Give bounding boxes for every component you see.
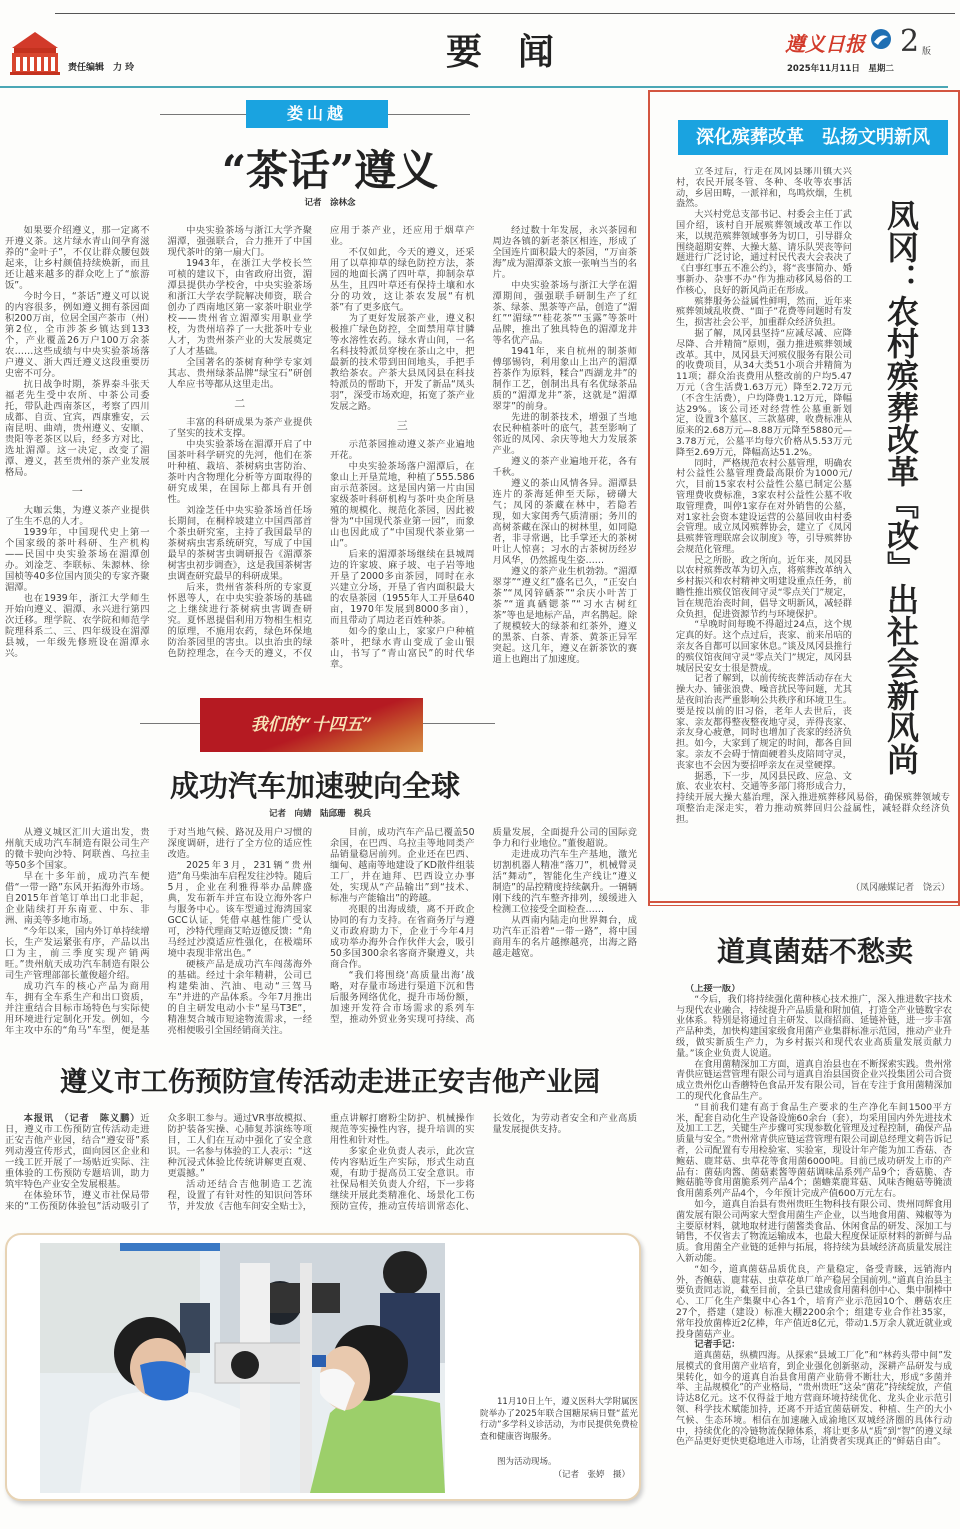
paragraph: 大咖云集，为遵义茶产业提供了生生不息的人才。: [5, 505, 150, 527]
paragraph: “今年以来，国内外订单持续增长，生产发运紧张有序，产品以出口为主，前三季度实现产销两旺。”贵州航天成功汽车制造有限公司生产管理部部长董俊超介绍。: [5, 926, 150, 981]
paragraph: 遵义的茶产业生机勃勃。“湄潭翠芽”“遵义红”盛名已久，“正安白茶”“凤冈锌硒茶”“余庆小叶苦丁茶”“道真硒锶茶”“习水古树红茶”等也是地标产品，声名鹊起。除了规模较大的绿茶和红茶外，遵义的黑茶、白茶、青茶、黄茶正异军突起。这几年，遵义在新茶饮的赛道上也跑出了加速度。: [492, 566, 637, 665]
column-tag: 娄山越: [246, 100, 388, 128]
top-rule: [55, 13, 955, 14]
paragraph: 示范茶园推动遵义茶产业遍地开花。: [330, 439, 475, 461]
building-logo-icon: [10, 28, 60, 76]
paragraph: 一: [71, 485, 83, 498]
page-number: 2: [900, 24, 920, 59]
safety-lead: 本报讯 （记者 陈义鹏）: [23, 1113, 141, 1124]
reporter-note: 道真菌菇，纵横四海。从探索“县域工厂化”和“林药头带中间”发展模式的食用菌产业培育，到企业强化创新驱动，深耕产品研发与成果转化，如今的道真自治县食用菌产业筋骨不断壮大，形成“多菌并举、主品规模化”的产业格局，“贵州贵旺”这朵“菌花”持续绽放，产值诗达8亿元。这不仅得益于地方营商环境持续优化、龙头企业示范引领、科学技术赋能加持，还离不开适宜菌菇研发、种植、生产的大小气候、生态环境。相信在加速融入成渝地区双城经济圈的具体行动中，持续优化的冷链物流保障体系，将让更多从“质”到“智”的遵义绿色产品更好更快更稳地进入市场，让消费者实现真正的“鲜菇自由”。: [676, 1351, 952, 1448]
paragraph: 也在1939年，浙江大学师生开始向遵义、湄潭、永兴进行第四次迁移。理学院、农学院和师范学院理科系二、三、四年级设在湄潭县城，一年级先修班设在湄潭永兴。: [5, 593, 150, 659]
paragraph: “目前我们建有高于食品生产要求的生产净化车间1500平方米，配套自动化生产设备设施60余台（套），均采用国内外先进技术及加工工艺，关键生产步骤可实现参数化管理及过程控制，确保产品质量与安全。”贵州常青供应链运营管理有限公司副总经理文莉告诉记者，公司配置有专用检验室、实验室，现设计年产能为加工香菇、杏鲍菇、鹿茸菇、虫草花等食用菌6000吨。目前已成功研发上市的产品有：菌菇肉酱、菌菇素酱等菌菇调味品系列产品9个；香菇脆、杏鲍菇脆等食用菌脆系列产品4个；菌蟾菜鹿茸菇、风味杏鲍菇等腌渍食用菌系列产品4个，今年预计完成产值600万元左右。: [676, 1101, 952, 1200]
mushroom-article-body: [676, 984, 952, 1524]
vertical-title-wrap: [852, 167, 950, 787]
paragraph: 为了更好发展茶产业，遵义积极推广绿色防控，全面禁用草甘膦等水溶性农药。绿水青山间，一名名科技特派员穿梭在茶山之中，把最新的技术带到田间地头，手把手教给茶农。产茶大县凤冈县在科技特派员的帮助下，开发了新品“凤头羽”，深受市场欢迎，拓宽了茶产业发展之路。: [330, 313, 475, 412]
paragraph: 早在十多年前，成功汽车便借“一带一路”东风开拓海外市场。自2015年首笔订单出口北非起，企业陆续打开东南亚、中东、非洲、南美等多地市场。: [5, 871, 150, 926]
paragraph: 今时今日，“茶话”遵义可以说的内容很多，例如遵义拥有茶园面积200万亩，位居全国产茶市（州）第2位，全市涉茶乡镇达到133个，产业覆盖26万户100万余茶农……这些成绩与中央实验茶场落户遵义、浙大西迁遵义这段重要历史密不可分。: [5, 291, 150, 379]
feature-byline: （凤冈融媒记者 饶云）: [850, 883, 950, 893]
paragraph: 民之所盼，政之所向。近年来，凤冈县以农村殡葬改革为切入点，将殡葬改革纳入乡村振兴和农村精神文明建设重点任务，前瞻性推出殡仪馆夜间守灵“零点关门”规定，旨在规范治丧时间，倡导文明新风，减轻群众负担，促进资源节约与环境保护。: [676, 554, 852, 620]
header-rule: [0, 86, 948, 88]
paragraph: 经过数十年发展，永兴茶园和周边各镇的新老茶区相连，形成了全国连片面积最大的茶园，“万亩茶海”成为湄潭茶文旅一张响当当的名片。: [492, 225, 637, 280]
series-banner-text: 我们的“十四五”: [250, 715, 373, 735]
feature-box-bottom-rule: [648, 901, 960, 906]
paragraph: “今后，我们将持续强化菌种核心技术推广，深入推进数字技术与现代农业融合，持续提升产品质量和附加值，打造全产业链数字农业体系。特别是将通过自主研发、以商招商、延链补链，进一步丰富产品种类，加快构建国家级食用菌产业集群标准示范园，推动产业升级，做实新质生产力，为乡村振兴和现代农业高质量发展贡献力量。”该企业负责人说道。: [676, 993, 952, 1059]
paper-logo: 遵义日报: [785, 32, 865, 56]
car-article-body: [5, 827, 637, 1037]
funeral-article-body: [676, 167, 950, 879]
paragraph: 不仅如此，今天的遵义，还采用了以草抑草的绿色防控方法，茶园的地面长满了四叶草，抑制杂草丛生，且四叶草还有保持土壤和水分的功效，这让茶农发展“有机茶”有了更多底气。: [330, 247, 475, 313]
paragraph: 如今，道真自治县有贵州贵旺生物科技有限公司、贵州同辉食用菌发展有限公司两家大型食用菌生产企业，以当地食用菌、辣椒等为主要原材料，就地取材进行菌酱类食品、休闲食品的研发、深加工与销售，不仅省去了物流运输成本，也最大程度保证原材料的新鲜与品质。食用菌全产业链的延伸与拓展，将持续为县域经济高质量发展注入新动能。: [676, 1198, 952, 1264]
mushroom-headline: 道真菌菇不愁卖: [716, 935, 913, 968]
paragraph: 1939年，中国现代史上第一个国家级的茶叶科研、生产机构——民国中央实验茶场在湄潭创办。刘淦芝、李联标、朱源林、徐国桢等40多位国内顶尖的专家齐聚湄潭。: [5, 527, 150, 593]
paragraph: 遵义的茶山风情各异。湄潭县连片的茶海延伸至天际，磅礴大气；凤冈的茶藏在林中，若隐若现，如大家闺秀气质清丽；务川的高树茶藏在深山的树林里，如同隐者，非寻常遇，比手掌还大的茶树叶让人惊喜；习水的古茶树历经岁月风华，仍然摇曳生姿……: [492, 478, 637, 566]
paragraph: 刘淦芝任中央实验茶场首任场长期间，在桐梓坡建立中国西部首个茶虫研究室，主持了我国最早的茶树病虫害系统研究，写成了中国最早的茶树害虫调研报告《湄潭茶树害虫初步调查》，这是我国茶树害虫调查研究最早的科研成果。: [167, 505, 312, 582]
continued-note: （上接一版）: [685, 984, 741, 994]
paragraph: 目前，成功汽车产品已覆盖50余国，在巴西、乌拉圭等地同类产品销量稳居前列。企业还在巴西、缅甸、越南等地建设了KD散件组装工厂，并在迪拜、巴西设立办事处，实现从“产品输出”到“技术、标准与产能输出”的跨越。: [330, 827, 475, 904]
paragraph: 1941年，来自杭州的制茶师傅邬锡钧，利用象山上出产的湄潭苔茶作为原料，糅合“西湖龙井”的制作工艺，创制出具有名优绿茶品质的“湄潭龙井”茶，这就是“湄潭翠芽”的前身。: [492, 346, 637, 412]
section-title: 要 闻: [445, 31, 554, 73]
paragraph: 中央实验茶场与浙江大学在湄潭期间，强强联手研制生产了红茶、绿茶、黑茶等产品，创造了“湄红”“湄绿”“桂花茶”“玉露”等茶叶品牌，推出了独具特色的湄潭龙井等名优产品。: [492, 280, 637, 346]
feature-banner: 深化殡葬改革 弘扬文明新风: [678, 120, 948, 155]
paragraph: 亮眼的出海成绩，离不开政企协同的有力支持。在省商务厅与遵义市政府助力下，企业于今年4月成功举办海外合作伙伴大会，吸引50多国300余名客商齐聚遵义，共商合作。: [330, 904, 475, 970]
paragraph: 从遵义城区汇川大道出发，贵州航天成功汽车制造有限公司生产的微卡驶向沙特、阿联酋、乌拉圭等50多个国家。: [5, 827, 150, 871]
paragraph: 殡葬服务公益属性鲜明，然而，近年来殡葬领域乱收费、“面子”花费等问题时有发生，损害社会公平，加重群众经济负担。: [676, 295, 852, 329]
tea-headline: “茶话”遵义: [221, 146, 439, 195]
paragraph: 同时，严格规范农村公墓管理，明确农村公益性公墓管理费最高限价为1000元/穴，目前15家农村公益性公墓已制定公墓管理费收费标准，3家农村公益性公墓不收取管理费，叫停1家存在对外销售的公墓，对1家社会资本建设运营的公墓回收由村委会管理。成立凤冈殡葬协会，建立了《凤冈县殡葬管理联席会议制度》等，引导殡葬协会规范化管理。: [676, 457, 852, 555]
paragraph: 立冬过后，行走在凤冈县琊川镇大兴村，农民开展冬管、冬种、冬收等农事活动，乡居田畴，一派祥和，鸟鸣炊烟，生机盎然。: [676, 167, 852, 210]
photo-caption-note: 图为活动现场。: [497, 1457, 557, 1467]
paragraph: 成功汽车的核心产品为商用车，拥有全车系生产和出口资质，并注重结合目标市场特色与实际使用环境进行定制化开发。例如，今年主攻中东的“角马”车型，便是基于对当地气候、路况及用户习惯的深度调研，进行了全方位的适应性改造。: [5, 827, 312, 1036]
paragraph: 后来，贵州省茶科所的专家夏怀恩等人，在中央实验茶场的基础之上继续进行茶树病虫害调查研究。夏怀恩提倡利用万物相生相克的原理，不施用农药，绿色环保地防治茶园里的害虫。以虫治虫的绿色防控理念，在今天的遵义，不仅应用于茶产业，还应用于烟草产业。: [167, 225, 475, 659]
page-suffix: 版: [922, 47, 932, 57]
paragraph: “如今，道真菌菇品质优良，产量稳定，备受青睐，远销海内外，杏鲍菇、鹿茸菇、虫草花单厂单产稳居全国前列。”道真自治县主要负责同志说，截至目前，全县已建成食用菌科创中心、集中制棒中心、工厂化生产集聚中心各1个，培育产业示范园10个、蘑菇农庄27个，搭建（建设）标准大棚2200余个；组建专业合作社35家，常年投放菌棒近2亿棒，年产值近8亿元，带动1.5万余人就近就业或投身菌菇产业。: [676, 1263, 952, 1340]
paragraph: 在食用菌精深加工方面，道真自治县也在不断探索实践。贵州常青供应链运营管理有限公司与道真自治县国资企业兴投集团公司合资成立贵州仡山香蘑特色食品开发有限公司，旨在专注于食用菌精深加工的现代化食品生产。: [676, 1058, 952, 1102]
paragraph: 据了解，凤冈县坚持“应减尽减、应降尽降、合并精简”原则，强力推进殡葬领域改革。其中，凤冈县天河殡仪服务有限公司的收费项目，从34大类51小项合并精简为11项；群众治丧费用从整改前的户均5.47万元（含生活费1.63万元）降至2.72万元（不含生活费），户均降费1.12万元，降幅达29%。该公司还对经营性公墓重新划定，设置3个墓区、三款墓碑，收费标准从原来的2.68万元—8.88万元降至5880元—3.78万元，公墓平均每穴价格从5.53万元降至2.69万元，降幅高达51.2%。: [676, 327, 852, 458]
paragraph: 全国著名的茶树育种学专家刘其志、贵州绿茶品牌“绿宝石”研创人牟应书等都从这里走出。: [167, 357, 312, 390]
tea-byline: 记者 涂林念: [304, 198, 356, 208]
paragraph: 三: [396, 419, 408, 432]
paragraph: 后来的湄潭茶场继续在县城周边的许家坡、麻子坡、屯子岩等地开垦了2000多亩茶园，同时在永兴建立分场，开垦了省内面积最大的农垦茶园（1955年人工开垦640亩，1970年发展到8000多亩），而且带动了周边老百姓种茶。: [330, 549, 475, 626]
paragraph: 二: [234, 397, 246, 410]
paper-emblem-icon: [870, 28, 892, 50]
reporter-note-title: 记者手记：: [694, 1339, 741, 1351]
paragraph: 从西南内陆走向世界舞台，成功汽车正沿着“一带一路”，将中国商用车的名片越擦越亮，出海之路越走越宽。: [492, 915, 637, 959]
issue-date: 2025年11月11日 星期二: [787, 64, 894, 74]
paragraph: 走进成功汽车生产基地，激光切割机器人精准“落刀”，机械臂灵活“舞动”，智能化生产线让“遵义制造”的品控精度持续飙升。一辆辆刚下线的汽车整齐排列，缓缓进入检测工位接受全面检查……: [492, 849, 637, 915]
paragraph: 先进的制茶技术，增强了当地农民种植茶叶的底气，甚至影响了邻近的凤冈、余庆等地大力发展茶产业。: [492, 412, 637, 456]
paragraph: 如今的象山上，家家户户种植茶叶，把绿水青山变成了金山银山，书写了“青山富民”的时代华章。: [330, 626, 475, 670]
paragraph: 遵义的茶产业遍地开花，各有千秋。: [492, 456, 637, 478]
paragraph: 丰富的科研成果为茶产业提供了坚实的技术支撑。: [167, 417, 312, 439]
mushroom-paragraphs: [676, 995, 952, 1341]
car-headline: 成功汽车加速驶向全球: [169, 769, 460, 803]
paragraph: 如果要介绍遵义，那一定离不开遵义茶。这片绿水青山间孕育滋养的“金叶子”，不仅让群众腰包鼓起来，让乡村颜值持续焕新，而且还让越来越多的群众吃上了“旅游饭”。: [5, 225, 150, 291]
paragraph: 抗日战争时期，茶界泰斗张天福老先生受中农所、中茶公司委托，带队赴西南茶区，考察了四川成都、自贡、宜宾，西康雅安，云南昆明、曲靖，贵州遵义、安顺、贵阳等老茶区以后，经多方对比，选址湄潭。这一决定，改变了湄潭、遵义，甚至贵州的茶产业发展格局。: [5, 379, 150, 478]
paragraph: 记者了解到，以前传统丧葬活动存在大操大办、铺张浪费、噪音扰民等问题，尤其是夜间治丧严重影响公共秩序和环境卫生。要是按以前的旧习俗，老年人去世后，丧家、亲友都得整夜整夜地守灵，弄得丧家、亲友身心疲惫，同时也增加了丧家的经济负担。如今，大家到了规定的时间，都各自回家。亲友不会碍于情面硬着头皮陪同守灵，丧家也不会因为要招呼亲友在灵堂硬撑。: [676, 673, 852, 771]
feature-headline: 凤冈：农村殡葬改革『改』出社会新风尚: [882, 199, 920, 775]
safety-headline: 遵义市工伤预防宣传活动走进正安吉他产业园: [60, 1067, 600, 1098]
paragraph: “我们将围绕‘高质量出海’战略，对存量市场进行渠道下沉和售后服务网络优化，提升市场份额，加速开发符合市场需求的系列车型，推动外贸业务实现可持续、高质量发展，全面提升公司的国际竞争力和行业地位。”董俊超说。: [330, 827, 637, 1025]
news-photo: [40, 1243, 445, 1493]
photo-caption: 11月10日上午，遵义医科大学附属医院举办了2025年联合国糖尿病日暨“蓝光行动”多学科义诊活动，为市民提供免费检查和健康咨询服务。: [480, 1397, 638, 1442]
paragraph: “早晚时间每晚不得超过24点，这个规定真的好。这个点过后，丧家、前来吊唁的亲友各自都可以回家休息。”谈及凤冈县推行的殡仪馆夜间守灵“零点关门”规定，凤冈县城居民安女士很是赞成。: [676, 619, 852, 674]
series-banner: [200, 698, 423, 752]
paragraph: 2025年3月，231辆“贵州造”角马柴油车启程发往沙特。随后5月，企业在利雅得举办品牌盛典，发布新车并宣布设立海外客户与服务中心。该车型通过海湾国家GCC认证，凭借卓越性能广受认可，沙特代理商艾哈迈德反馈：“角马经过沙漠适应性强化，在极端环境中表现非常出色。”: [167, 860, 312, 959]
paragraph: 1943年，在浙江大学校长竺可桢的建议下，由省政府出资，湄潭县提供办学校舍，中央实验茶场和浙江大学农学院解决师资，联合创办了西南地区第一家茶叶职业学校——贵州省立湄潭实用职业学校，为贵州培养了一大批茶叶专业人才，为贵州茶产业的大发展奠定了人才基础。: [167, 258, 312, 357]
safety-article-body: 本报讯 （记者 陈义鹏）近日，遵义市工伤预防宣传活动走进正安吉他产业园，结合“遵安哥”系列动漫宣传形式，面向园区企业和一线工匠开展了一场贴近实际、注重体验的工伤预防专题培训，助力筑牢特色产业安全发展根基。 在体验环节，遵义市社保局带来的“工伤预防体验包”活动吸引了众多职工参与。通过VR事故模拟、防护装备实操、心肺复苏演练等项目，工人们在互动中强化了安全意识。一名参与体验的工人表示：“这种沉浸式体验比传统讲解更直观、更震撼。” 活动还结合吉他制造工艺流程，设置了有针对性的知识问答环节，并发放《吉他车间安全贴士》，重点讲解打磨粉尘防护、机械操作规范等实操性内容，提升培训的实用性和针对性。 多家企业负责人表示，此次宣传内容贴近生产实际，形式生动直观，有助于提高员工安全意识。市社保局相关负责人介绍，下一步将继续开展此类精准化、场景化工伤预防宣传，推动宣传培训常态化、长效化，为劳动者安全和产业高质量发展提供支持。: [5, 1113, 637, 1212]
tea-article-body: [5, 225, 637, 673]
photo-credit: （记者 张婷 摄）: [553, 1470, 630, 1480]
paragraph: 大兴村党总支部书记、村委会主任丁武国介绍，该村自开展殡葬领域改革工作以来，以规范殡葬领域事务为切口，引导群众围绕超期安葬、大操大墓、请乐队哭丧等问题进行广泛讨论，通过村民代表大会表决了《白事红事五不准公约》，将“丧事简办、婚事新办、杂事不办”作为推动移风易俗的工作核心，良好的新风尚正在形成。: [676, 209, 852, 296]
paragraph: 中央实验茶场在湄潭开启了中国茶叶科学研究的先河，他们在茶叶种植、栽培、茶树病虫害防治、茶叶内含物理化分析等方面取得的研究成果，在国际上都具有开创性。: [167, 439, 312, 505]
paragraph: 硬核产品是成功汽车闯荡海外的基础。经过十余年精耕，公司已构建柴油、汽油、电动“三驾马车”并进的产品体系。今年7月推出的自主研发电动小卡“星马T3E”，精准契合城市短途物流需求，一经亮相便吸引全国经销商关注。: [167, 959, 312, 1036]
paragraph: 据悉，下一步，凤冈县民政、应急、文旅、农业农村、交通等多部门将形成合力，持续开展大操大墓治理，深入推进殡葬移风易俗，确保殡葬领域专项整治走深走实，着力推动殡葬回归公益属性，减轻群众经济负担。: [676, 770, 950, 825]
editor-credit: 责任编辑 力 玲: [68, 63, 135, 73]
paragraph: 中央实验茶场落户湄潭后，在象山上开垦荒地，种植了555.586亩示范茶园。这是国内第一片由国家级茶叶科研机构与茶叶央企所垦殖的规模化、规范化茶园，因此被誉为“中国现代茶业第一园”，而象山也因此成了“中国现代茶业第一山”。: [330, 461, 475, 549]
paragraph: 中央实验茶场与浙江大学齐聚湄潭，强强联合，合力推开了中国现代茶叶的第一扇大门。: [167, 225, 312, 258]
car-byline: 记者 向婧 陆邱珊 税兵: [268, 809, 371, 819]
